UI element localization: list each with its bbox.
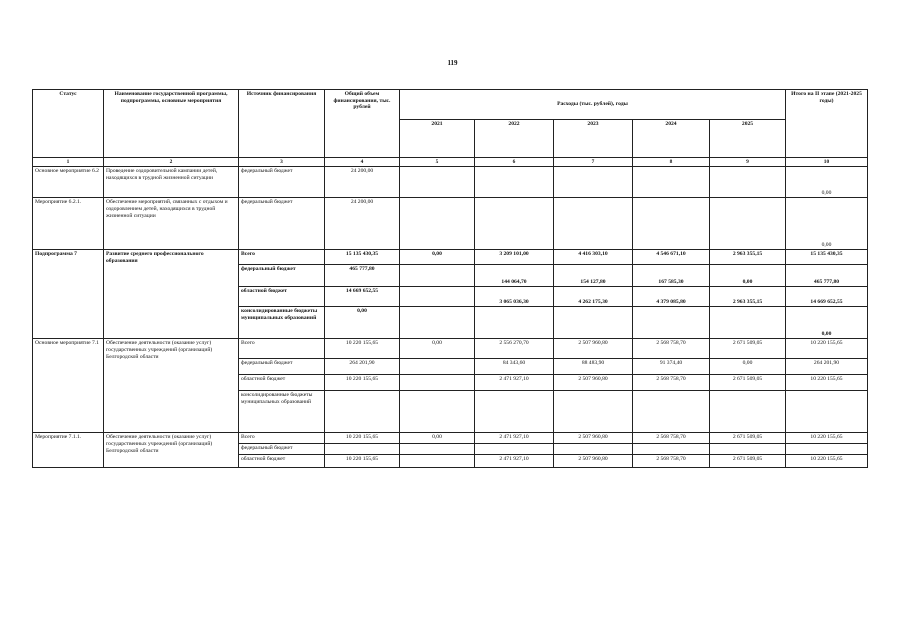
header-year-2022: 2022 [475, 120, 554, 158]
year-2023-cell [554, 307, 633, 339]
itogo-cell: 0,00 [786, 307, 868, 339]
source-cell: областной бюджет [239, 287, 325, 307]
table-row [33, 339, 868, 359]
total-cell: 10 220 155,65 [325, 375, 400, 391]
header-total: Общий объем финансирования, тыс. рублей [325, 90, 400, 158]
year-2021-cell [400, 287, 475, 307]
status-cell: Мероприятие 7.1.1. [33, 433, 104, 468]
header-source: Источник финансирования [239, 90, 325, 158]
total-cell: 465 777,80 [325, 265, 400, 287]
year-2023-cell: 2 507 960,80 [554, 433, 633, 444]
header-year-2023: 2023 [554, 120, 633, 158]
header-year-2025: 2025 [710, 120, 786, 158]
source-cell: федеральный бюджет [239, 444, 325, 455]
source-cell: федеральный бюджет [239, 265, 325, 287]
year-2024-cell [633, 167, 710, 198]
col-number: 9 [710, 158, 786, 167]
itogo-cell: 10 220 155,65 [786, 433, 868, 444]
col-number: 6 [475, 158, 554, 167]
source-cell: Всего [239, 250, 325, 265]
year-2023-cell [554, 198, 633, 250]
year-2023-cell: 4 262 175,30 [554, 287, 633, 307]
source-cell: федеральный бюджет [239, 359, 325, 375]
year-2025-cell: 2 671 509,05 [710, 339, 786, 359]
year-2025-cell: 2 963 355,15 [710, 250, 786, 265]
year-2023-cell: 2 507 960,80 [554, 375, 633, 391]
total-cell [325, 391, 400, 433]
total-cell: 14 669 652,55 [325, 287, 400, 307]
header-name: Наименование государственной программы, подпрограммы, основные мероприятия [104, 90, 239, 158]
year-2023-cell: 88 483,90 [554, 359, 633, 375]
year-2023-cell [554, 167, 633, 198]
total-cell: 15 135 430,35 [325, 250, 400, 265]
year-2023-cell: 154 127,80 [554, 265, 633, 287]
header-year-2021: 2021 [400, 120, 475, 158]
itogo-cell: 0,00 [786, 198, 868, 250]
year-2021-cell [400, 444, 475, 455]
total-cell: 0,00 [325, 307, 400, 339]
year-2022-cell [475, 444, 554, 455]
year-2025-cell: 0,00 [710, 359, 786, 375]
year-2023-cell: 4 416 303,10 [554, 250, 633, 265]
year-2024-cell: 2 568 758,70 [633, 339, 710, 359]
itogo-cell: 264 201,90 [786, 359, 868, 375]
year-2024-cell [633, 307, 710, 339]
year-2025-cell: 2 671 509,05 [710, 375, 786, 391]
status-cell: Основное мероприятие 7.1 [33, 339, 104, 433]
total-cell: 264 201,90 [325, 359, 400, 375]
status-cell: Мероприятие 6.2.1. [33, 198, 104, 250]
header-year-2024: 2024 [633, 120, 710, 158]
name-cell: Обеспечение деятельности (оказание услуг) государственных учреждений (организаций) Белгородской области [104, 433, 239, 468]
year-2023-cell [554, 391, 633, 433]
total-cell: 10 220 155,65 [325, 455, 400, 468]
page-number: 119 [447, 59, 458, 67]
col-number: 1 [33, 158, 104, 167]
name-cell: Проведение оздоровительной кампании детей, находящихся в трудной жизненной ситуации [104, 167, 239, 198]
source-cell: консолидированные бюджеты муниципальных образований [239, 391, 325, 433]
year-2023-cell: 2 507 960,80 [554, 339, 633, 359]
year-2022-cell [475, 167, 554, 198]
itogo-cell: 10 220 155,65 [786, 455, 868, 468]
itogo-cell: 10 220 155,65 [786, 339, 868, 359]
source-cell: федеральный бюджет [239, 198, 325, 250]
name-cell: Развитие среднего профессионального образования [104, 250, 239, 339]
status-cell: Подпрограмма 7 [33, 250, 104, 339]
table-row [33, 250, 868, 265]
header-expenses: Расходы (тыс. рублей), годы [400, 90, 786, 120]
itogo-cell: 14 669 652,55 [786, 287, 868, 307]
year-2024-cell: 4 546 671,10 [633, 250, 710, 265]
year-2022-cell [475, 307, 554, 339]
year-2022-cell: 84 343,60 [475, 359, 554, 375]
header-status: Статус [33, 90, 104, 158]
col-number: 5 [400, 158, 475, 167]
itogo-cell: 465 777,80 [786, 265, 868, 287]
year-2021-cell [400, 455, 475, 468]
year-2024-cell: 2 568 758,70 [633, 433, 710, 444]
year-2024-cell: 91 374,40 [633, 359, 710, 375]
status-cell: Основное мероприятие 6.2 [33, 167, 104, 198]
source-cell: областной бюджет [239, 375, 325, 391]
year-2024-cell [633, 198, 710, 250]
table-row [33, 167, 868, 198]
source-cell: федеральный бюджет [239, 167, 325, 198]
table-body [33, 167, 868, 468]
year-2025-cell [710, 391, 786, 433]
header-result: Итого на II этапе (2021-2025 годы) [786, 90, 868, 158]
year-2025-cell: 2 671 509,05 [710, 455, 786, 468]
year-2023-cell [554, 444, 633, 455]
total-cell: 24 200,00 [325, 198, 400, 250]
total-cell: 10 220 155,65 [325, 433, 400, 444]
year-2025-cell: 2 671 509,05 [710, 433, 786, 444]
table-row [33, 433, 868, 444]
year-2025-cell [710, 198, 786, 250]
year-2021-cell [400, 265, 475, 287]
year-2024-cell [633, 444, 710, 455]
year-2022-cell: 3 065 036,30 [475, 287, 554, 307]
year-2022-cell: 2 471 927,10 [475, 375, 554, 391]
year-2021-cell [400, 359, 475, 375]
table-row [33, 198, 868, 250]
total-cell [325, 444, 400, 455]
col-number: 4 [325, 158, 400, 167]
year-2024-cell: 2 568 758,70 [633, 375, 710, 391]
year-2021-cell: 0,00 [400, 339, 475, 359]
year-2021-cell [400, 375, 475, 391]
total-cell: 10 220 155,65 [325, 339, 400, 359]
year-2021-cell [400, 167, 475, 198]
year-2022-cell: 3 209 101,00 [475, 250, 554, 265]
budget-table [32, 89, 868, 468]
year-2022-cell [475, 391, 554, 433]
itogo-cell [786, 391, 868, 433]
year-2021-cell [400, 198, 475, 250]
year-2021-cell [400, 391, 475, 433]
source-cell: консолидированные бюджеты муниципальных образований [239, 307, 325, 339]
year-2021-cell: 0,00 [400, 250, 475, 265]
source-cell: Всего [239, 339, 325, 359]
itogo-cell: 0,00 [786, 167, 868, 198]
year-2025-cell: 2 963 355,15 [710, 287, 786, 307]
itogo-cell [786, 444, 868, 455]
itogo-cell: 15 135 430,35 [786, 250, 868, 265]
year-2025-cell [710, 167, 786, 198]
year-2024-cell: 4 379 085,80 [633, 287, 710, 307]
year-2022-cell: 144 064,70 [475, 265, 554, 287]
year-2025-cell [710, 307, 786, 339]
year-2022-cell: 2 471 927,10 [475, 455, 554, 468]
year-2025-cell [710, 444, 786, 455]
year-2024-cell: 167 585,30 [633, 265, 710, 287]
year-2024-cell: 2 568 758,70 [633, 455, 710, 468]
total-cell: 24 200,00 [325, 167, 400, 198]
year-2025-cell: 0,00 [710, 265, 786, 287]
year-2021-cell [400, 307, 475, 339]
year-2023-cell: 2 507 960,80 [554, 455, 633, 468]
col-number: 3 [239, 158, 325, 167]
year-2024-cell [633, 391, 710, 433]
name-cell: Обеспечение мероприятий, связанных с отдыхом и оздоровлением детей, находящихся в трудной жизненной ситуации [104, 198, 239, 250]
source-cell: Всего [239, 433, 325, 444]
col-number: 2 [104, 158, 239, 167]
name-cell: Обеспечение деятельности (оказание услуг) государственных учреждений (организаций) Белгородской области [104, 339, 239, 433]
col-number: 10 [786, 158, 868, 167]
col-number: 8 [633, 158, 710, 167]
source-cell: областной бюджет [239, 455, 325, 468]
col-number: 7 [554, 158, 633, 167]
table-head [33, 90, 868, 167]
year-2021-cell: 0,00 [400, 433, 475, 444]
year-2022-cell: 2 556 270,70 [475, 339, 554, 359]
year-2022-cell: 2 471 927,10 [475, 433, 554, 444]
year-2022-cell [475, 198, 554, 250]
itogo-cell: 10 220 155,65 [786, 375, 868, 391]
